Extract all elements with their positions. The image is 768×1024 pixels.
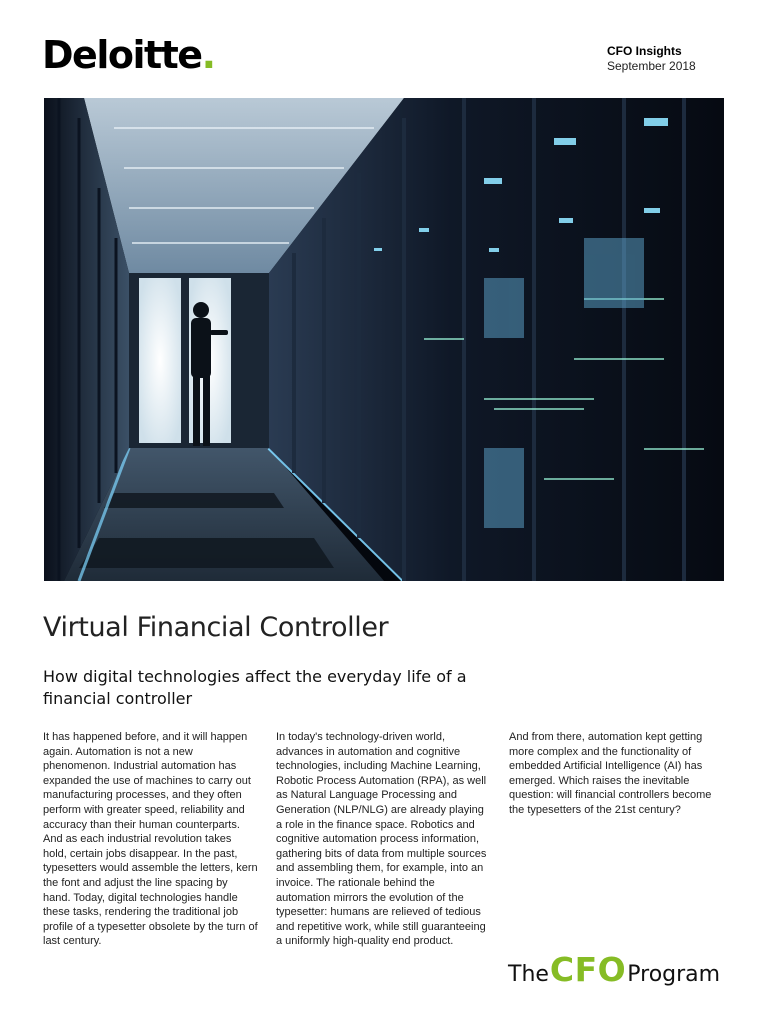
publication-info <box>607 44 696 74</box>
cfo-logo-the: The <box>508 962 549 987</box>
body-column-3: And from there, automation kept getting more complex and the functionality of embedded Artificial Intelligence (AI) has emerged. Which raises the inevitable question: will financial controllers become the typesetters of the 21st century? <box>509 731 712 816</box>
publication-date: September 2018 <box>607 59 696 73</box>
cfo-logo-program: Program <box>627 962 721 987</box>
body-column-1: It has happened before, and it will happen again. Automation is not a new phenomenon. Industrial automation has expanded the use of machines to carry out manufacturing processes, and they often perform with greater speed, reliability and accuracy than their human counterparts. And as each industrial revolution takes hold, certain jobs disappear. In the past, typesetters would assemble the letters, kern the font and adjust the line spacing by hand. Today, digital technologies handle these tasks, rendering the traditional job profile of a typesetter obsolete by the turn of last century. <box>43 731 258 948</box>
server-room-image <box>44 98 724 581</box>
cfo-logo-cfo: CFO <box>549 950 627 989</box>
body-column-2: In today's technology-driven world, advances in automation and cognitive technologies, including Machine Learning, Robotic Process Automation (RPA), as well as Natural Language Processing and Generation (NLP/NLG) are already playing a role in the finance space. Robotics and cognitive automation process information, gathering bits of data from multiple sources and assembling them, for example, into an invoice. The rationale behind the automation mirrors the evolution of the typesetter: humans are relieved of tedious and repetitive work, while still guaranteeing a uniformly high-quality end product. <box>276 731 487 948</box>
logo-dot: . <box>201 33 215 77</box>
cfo-program-logo <box>508 950 720 989</box>
article-subtitle: How digital technologies affect the everyday life of a financial controller <box>43 667 467 708</box>
server-room-photo-icon <box>44 98 724 581</box>
logo-text: Deloitte <box>42 33 202 77</box>
publication-title: CFO Insights <box>607 44 682 58</box>
article-title: Virtual Financial Controller <box>43 612 389 643</box>
deloitte-logo <box>42 33 215 77</box>
